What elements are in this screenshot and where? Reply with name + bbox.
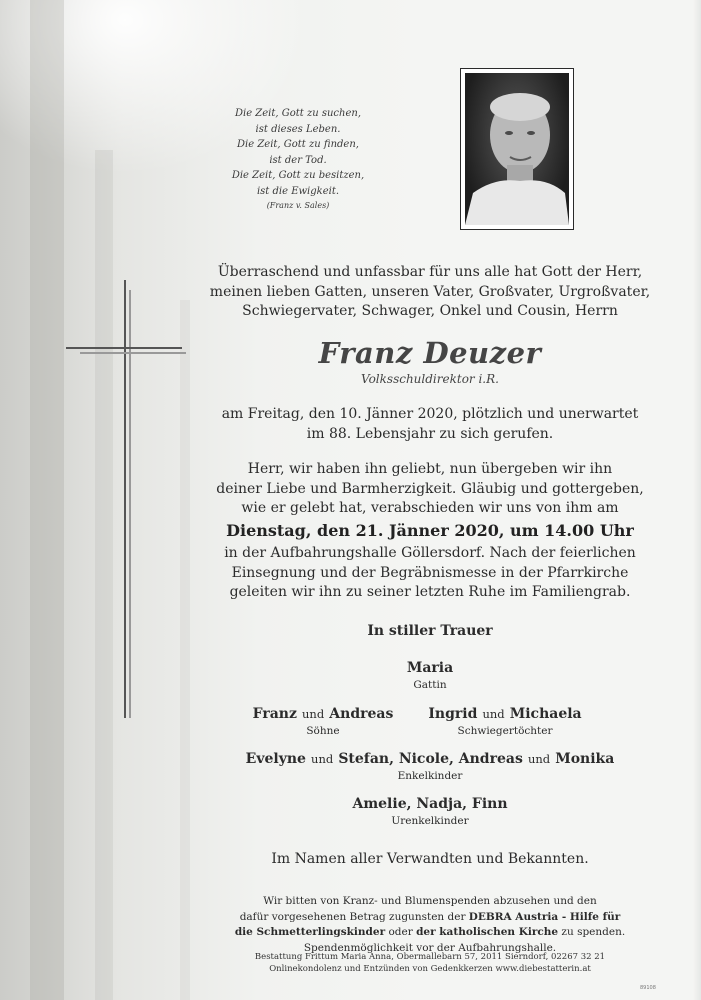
donation-text: oder — [385, 926, 417, 938]
verse-line: ist die Ewigkeit. — [256, 185, 340, 197]
daughter-in-law-name: Ingrid — [428, 706, 478, 722]
verse-line: Die Zeit, Gott zu finden, — [237, 139, 359, 150]
tree-trunk — [30, 0, 64, 1000]
intro-line: Schwiegervater, Schwager, Onkel und Cousin, Herrn — [242, 303, 618, 319]
death-notice — [190, 405, 670, 444]
family-grandchildren — [190, 748, 670, 783]
conjunction: und — [527, 752, 551, 766]
cross-vertical-bar — [124, 280, 126, 718]
deceased-title: Volksschuldirektor i.R. — [361, 372, 499, 386]
family-daughters-in-law — [420, 703, 590, 738]
ceremony-text — [190, 544, 670, 603]
portrait-image — [465, 73, 569, 225]
donation-text: dafür vorgesehenen Betrag zugunsten der — [239, 910, 469, 923]
donation-charity: DEBRA Austria - Hilfe für — [468, 910, 621, 923]
donation-church: der katholischen Kirche — [416, 926, 559, 938]
farewell-line: Herr, wir haben ihn geliebt, nun übergeben wir ihn — [247, 461, 613, 477]
family-great-grandchildren — [190, 793, 670, 828]
grandchild-name: Monika — [555, 751, 615, 767]
verse-line: ist der Tod. — [269, 154, 327, 166]
widow-name: Maria — [406, 660, 454, 676]
verse-line: Die Zeit, Gott zu suchen, — [234, 108, 361, 119]
verse-block — [218, 106, 378, 212]
family-sons — [238, 703, 408, 738]
conjunction: und — [482, 707, 505, 721]
grandchildren-relation: Enkelkinder — [397, 770, 463, 782]
grandchild-name: Evelyne — [245, 751, 306, 767]
intro-line: meinen lieben Gatten, unseren Vater, Großvater, Urgroßvater, — [209, 283, 651, 300]
great-grandchild-names: Amelie, Nadja, Finn — [352, 796, 508, 812]
conjunction: und — [311, 752, 334, 766]
verse-line: ist dieses Leben. — [255, 123, 341, 135]
death-line: am Freitag, den 10. Jänner 2020, plötzlich und unerwartet — [221, 406, 639, 422]
son-name: Franz — [252, 706, 297, 722]
page-edge-shadow — [693, 0, 701, 1000]
verse-attribution: (Franz v. Sales) — [266, 201, 330, 210]
print-code: 89108 — [640, 985, 656, 991]
farewell-text — [190, 460, 670, 519]
portrait-photo — [460, 68, 574, 230]
cross-horizontal-shadow — [80, 352, 186, 354]
farewell-line: deiner Liebe und Barmherzigkeit. Gläubig und gottergeben, — [216, 480, 644, 497]
portrait-silhouette-icon — [465, 73, 569, 225]
family-widow — [190, 657, 670, 692]
tree-trunk — [180, 300, 190, 1000]
footer-address: Bestattung Frittum Maria Anna, Obermallebarn 57, 2011 Sierndorf, 02267 32 21 — [254, 952, 606, 962]
footer-website: Onlinekondolenz und Entzünden von Gedenkkerzen www.diebestatterin.at — [269, 963, 591, 974]
announcement-intro — [190, 263, 670, 322]
funeral-date: Dienstag, den 21. Jänner 2020, um 14.00 Uhr — [226, 521, 634, 540]
cross-horizontal-bar — [66, 347, 182, 349]
donation-charity: die Schmetterlingskinder — [234, 926, 386, 938]
sons-relation: Söhne — [306, 725, 340, 737]
cross-vertical-shadow — [129, 290, 131, 718]
widow-relation: Gattin — [413, 679, 447, 691]
son-name: Andreas — [329, 706, 394, 722]
ceremony-line: Einsegnung und der Begräbnismesse in der Pfarrkirche — [231, 564, 629, 581]
farewell-line: wie er gelebt hat, verabschieden wir uns von ihm am — [241, 500, 619, 516]
daughters-in-law-relation: Schwiegertöchter — [457, 725, 553, 737]
great-grandchildren-relation: Urenkelkinder — [391, 815, 469, 827]
tree-trunk — [95, 150, 113, 1000]
death-line: im 88. Lebensjahr zu sich gerufen. — [306, 425, 554, 442]
closing-line: Im Namen aller Verwandten und Bekannten. — [271, 851, 589, 867]
donation-request — [190, 894, 670, 956]
daughter-in-law-name: Michaela — [509, 706, 582, 722]
deceased-name: Franz Deuzer — [318, 336, 542, 370]
funeral-home-footer — [190, 952, 670, 975]
conjunction: und — [302, 707, 325, 721]
grandchild-names: Stefan, Nicole, Andreas — [338, 751, 523, 767]
mourning-heading: In stiller Trauer — [367, 623, 493, 639]
ceremony-line: geleiten wir ihn zu seiner letzten Ruhe im Familiengrab. — [229, 584, 631, 600]
donation-text: Spendenmöglichkeit vor der Aufbahrungshalle. — [303, 941, 557, 954]
ceremony-line: in der Aufbahrungshalle Göllersdorf. Nach der feierlichen — [224, 545, 636, 561]
donation-text: zu spenden. — [558, 926, 626, 938]
donation-text: Wir bitten von Kranz- und Blumenspenden abzusehen und den — [263, 895, 597, 907]
intro-line: Überraschend und unfassbar für uns alle hat Gott der Herr, — [217, 264, 643, 280]
verse-line: Die Zeit, Gott zu besitzen, — [231, 170, 365, 181]
